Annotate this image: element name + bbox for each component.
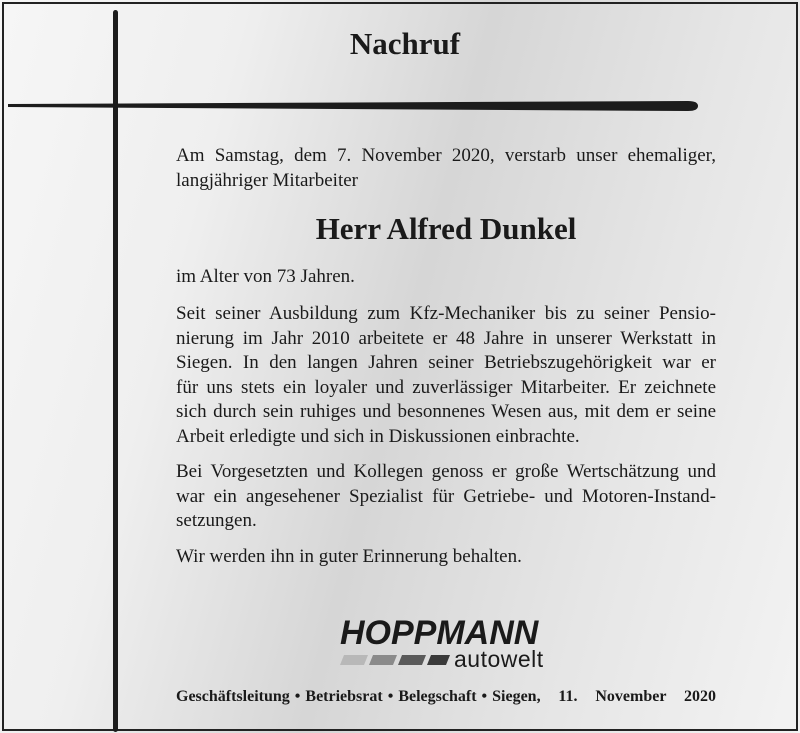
paragraph-line: nierung im Jahr 2010 arbeitete er 48 Jahre in unserer Werkstatt in [176,327,716,349]
paragraph-career [176,302,716,449]
deceased-name: Herr Alfred Dunkel [315,211,577,246]
intro-text: Am Samstag, dem 7. November 2020, verstarb unser ehemaliger, langjähriger Mitarbeiter [176,145,716,191]
paragraph-line: für uns stets ein loyaler und zuverlässiger Mitarbeiter. Er zeichnete [176,376,716,398]
footer-item: Belegschaft [398,688,477,705]
paragraph-line: Seit seiner Ausbildung zum Kfz-Mechaniker bis zu seiner Pensio- [176,303,716,324]
paragraph-closing: Wir werden ihn in guter Erinnerung behalten. [176,546,522,567]
footer-separator: • [294,688,301,705]
age-text: im Alter von 73 Jahren. [176,266,355,287]
footer-item: Betriebsrat [305,688,383,705]
cross-vertical-bar [113,10,118,732]
paragraph-line: war ein angesehener Spezialist für Getriebe- und Motoren-Instand- [176,485,716,507]
paragraph-appreciation [176,460,716,534]
paragraph-line: Bei Vorgesetzten und Kollegen genoss er große Wertschätzung und [176,461,716,482]
logo-brand-text: HOPPMANN [340,614,539,652]
footer-separator: • [387,688,394,705]
paragraph-line: sich durch sein ruhiges und besonnenes Wesen aus, mit dem er seine [176,401,716,422]
paragraph-line: Arbeit erledigte und sich in Diskussionen einbrachte. [176,425,580,447]
cross-horizontal-bar [8,100,698,112]
footer-item: Geschäftsleitung [176,688,290,705]
company-logo [336,614,576,674]
footer-separator: • [481,688,488,705]
footer-item: Siegen, 11. November 2020 [492,688,716,705]
logo-sub-text: autowelt [454,646,544,672]
paragraph-line: setzungen. [176,510,257,531]
paragraph-line: Siegen. In den langen Jahren seiner Betriebszugehörigkeit war er [176,352,716,373]
signature-footer [176,688,716,706]
logo-stripes-icon [340,655,450,665]
page-title: Nachruf [349,26,461,61]
